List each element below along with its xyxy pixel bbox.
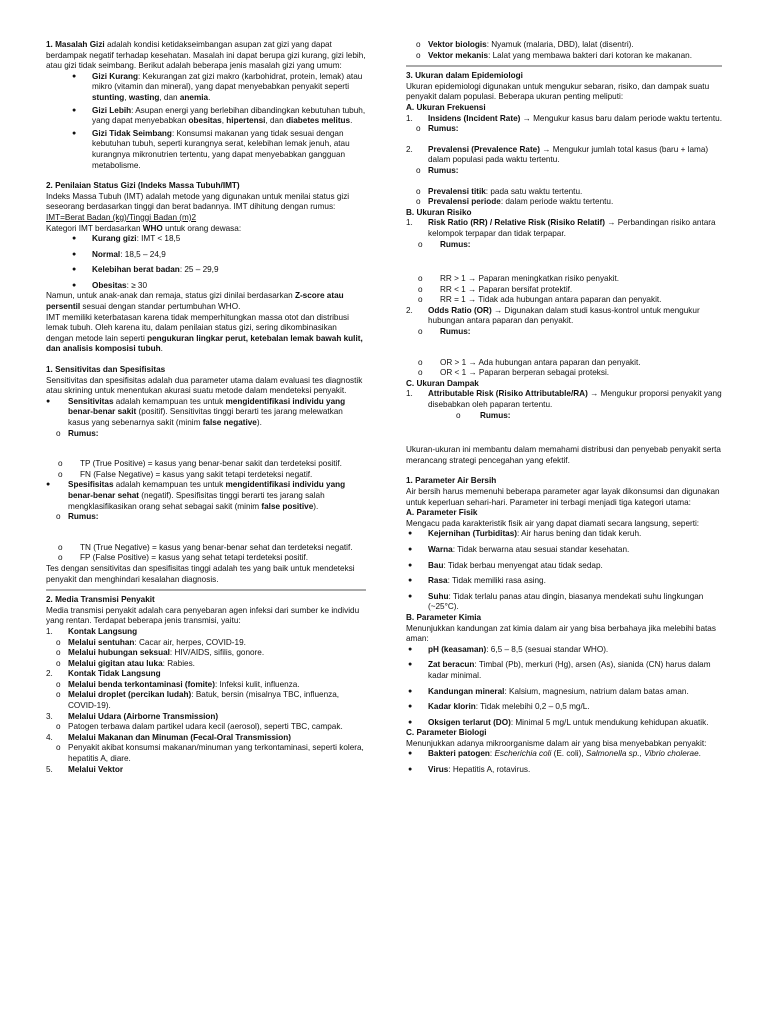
paragraph: Indeks Massa Tubuh (IMT) adalah metode yang digunakan untuk menilai status gizi seseorang berdasarkan tinggi dan berat badannya. IMT dihitung dengan rumus: <box>46 191 350 212</box>
circle-bullet-icon: o <box>418 295 423 305</box>
list-item: o TP (True Positive) = kasus yang benar-benar sakit dan terdeteksi positif. <box>58 459 342 469</box>
list-item: 1. Risk Ratio (RR) / Relative Risk (Risiko Relatif) → Perbandingan risiko antara kelompok terpapar dan tidak terpapar. <box>406 218 716 238</box>
circle-bullet-icon: o <box>416 50 421 60</box>
list-item: o Melalui droplet (percikan ludah): Batuk, bersin (misalnya TBC, influenza, COVID-19). <box>56 690 340 711</box>
paragraph: Menunjukkan kandungan zat kimia dalam air yang bisa berbahaya jika melebihi batas aman: <box>406 623 716 644</box>
circle-bullet-icon: o <box>416 40 421 49</box>
circle-bullet-icon: o <box>418 239 423 249</box>
list-item: o Rumus: <box>416 165 459 175</box>
left-column <box>46 40 366 775</box>
list-item: o Penyakit akibat konsumsi makanan/minuman yang terkontaminasi, seperti kolera, hepatitis A, diare. <box>56 743 364 764</box>
paragraph: Media transmisi penyakit adalah cara penyebaran agen infeksi dari sumber ke individu yang rentan. Terdapat beberapa jenis transmisi, yaitu: <box>46 605 360 626</box>
paragraph: Ukuran epidemiologi digunakan untuk mengukur sebaran, risiko, dan dampak suatu penyakit dalam populasi. Beberapa ukuran penting meliputi: <box>406 81 710 102</box>
list-item: ● Kadar klorin: Tidak melebihi 0,2 – 0,5 mg/L. <box>408 702 590 712</box>
paragraph: Mengacu pada karakteristik fisik air yang dapat diamati secara langsung, seperti: <box>406 518 700 528</box>
list-item: o Melalui sentuhan: Cacar air, herpes, COVID-19. <box>56 637 246 647</box>
list-item: ● Spesifisitas adalah kemampuan tes untuk mengidentifikasi individu yang benar-benar sehat (negatif). Spesifisitas tinggi berarti tes jarang salah mengklasifikasikan orang sehat sebagai sakit (minim false positive). <box>46 480 346 511</box>
circle-bullet-icon: o <box>56 743 61 753</box>
bullet-icon: ● <box>72 281 77 289</box>
subsection-title: A. Parameter Fisik <box>406 508 478 518</box>
bullet-icon: ● <box>408 592 413 600</box>
subsection-title: C. Ukuran Dampak <box>406 378 479 388</box>
bullet-icon: ● <box>72 72 77 80</box>
circle-bullet-icon: o <box>58 553 63 563</box>
circle-bullet-icon: o <box>416 165 421 175</box>
list-item: o Rumus: <box>418 239 471 249</box>
list-item: 1. Attributable Risk (Risiko Attributable/RA) → Mengukur proporsi penyakit yang disebabkan oleh paparan tertentu. <box>406 389 722 410</box>
bullet-icon: ● <box>408 687 413 695</box>
section-title: 1. Parameter Air Bersih <box>406 476 497 486</box>
circle-bullet-icon: o <box>58 542 63 552</box>
paragraph: Air bersih harus memenuhi beberapa parameter agar layak dikonsumsi dan digunakan untuk keperluan sehari-hari. Parameter ini terbagi menjadi tiga kategori utama: <box>406 487 720 507</box>
circle-bullet-icon: o <box>418 284 423 294</box>
list-item: o Rumus: <box>456 410 511 420</box>
list-item: 2. Kontak Tidak Langsung <box>46 669 161 679</box>
paragraph: Kategori IMT berdasarkan WHO untuk orang dewasa: <box>46 223 242 233</box>
bullet-icon: ● <box>72 235 77 243</box>
bullet-icon: ● <box>72 250 77 258</box>
list-item: o Vektor biologis: Nyamuk (malaria, DBD), lalat (disentri). <box>416 40 634 49</box>
bullet-icon: ● <box>408 561 413 569</box>
right-column <box>406 40 722 776</box>
circle-bullet-icon: o <box>416 124 421 134</box>
bullet-icon: ● <box>72 129 77 137</box>
section-title: 1. Masalah Gizi <box>46 40 105 49</box>
list-item: 3. Melalui Udara (Airborne Transmission) <box>46 711 219 721</box>
section-title: 1. Sensitivitas dan Spesifisitas <box>46 365 166 375</box>
circle-bullet-icon: o <box>56 658 61 668</box>
list-item: o RR > 1 → Paparan meningkatkan risiko penyakit. <box>418 274 620 284</box>
circle-bullet-icon: o <box>418 274 423 284</box>
subsection-title: C. Parameter Biologi <box>406 728 487 738</box>
list-item: ● Warna: Tidak berwarna atau sesuai standar kesehatan. <box>408 544 630 554</box>
list-item: ● Bakteri patogen: Escherichia coli (E. coli), Salmonella sp., Vibrio cholerae. <box>408 749 701 759</box>
list-item: o FP (False Positive) = kasus yang sehat tetapi terdeteksi positif. <box>58 553 309 563</box>
list-item: o FN (False Negative) = kasus yang sakit tetapi terdeteksi negatif. <box>58 469 313 479</box>
circle-bullet-icon: o <box>456 410 461 420</box>
list-item: o Prevalensi titik: pada satu waktu tertentu. <box>416 186 583 196</box>
list-item: ● Gizi Tidak Seimbang: Konsumsi makanan yang tidak sesuai dengan kebutuhan tubuh, seperti kurangnya serat, kelebihan lemak jenuh, atau kurangnya mikronutrien tertentu, yang dapat menyebabkan gangguan metabolisme. <box>72 128 350 170</box>
circle-bullet-icon: o <box>56 679 61 689</box>
list-item: o Rumus: <box>56 512 99 522</box>
paragraph: Ukuran-ukuran ini membantu dalam memahami distribusi dan penyebab penyakit serta merancang strategi pencegahan yang efektif. <box>406 445 721 465</box>
list-item: ● Gizi Kurang: Kekurangan zat gizi makro (karbohidrat, protein, lemak) atau mikro (vitamin dan mineral), yang dapat menyebabkan penyakit seperti stunting, wasting, dan anemia. <box>72 71 363 102</box>
list-item: o RR < 1 → Paparan bersifat protektif. <box>418 284 573 294</box>
bullet-icon: ● <box>72 266 77 274</box>
list-item: 4. Melalui Makanan dan Minuman (Fecal-Oral Transmission) <box>46 732 291 742</box>
list-item: ● Gizi Lebih: Asupan energi yang berlebihan dibandingkan kebutuhan tubuh, yang dapat menyebabkan obesitas, hipertensi, dan diabetes melitus. <box>72 105 366 126</box>
paragraph: Namun, untuk anak-anak dan remaja, status gizi dinilai berdasarkan Z-score atau persentil sesuai dengan standar pertumbuhan WHO. <box>46 291 344 312</box>
list-item: ● pH (keasaman): 6,5 – 8,5 (sesuai standar WHO). <box>408 644 609 654</box>
list-item: ● Kandungan mineral: Kalsium, magnesium, natrium dalam batas aman. <box>408 686 689 696</box>
paragraph: Tes dengan sensitivitas dan spesifisitas tinggi adalah tes yang baik untuk mendeteksi penyakit dan menghindari kesalahan diagnosis. <box>46 563 355 584</box>
list-item: o Melalui benda terkontaminasi (fomite): Infeksi kulit, influenza. <box>56 679 300 689</box>
bullet-icon: ● <box>408 545 413 553</box>
circle-bullet-icon: o <box>418 327 423 337</box>
list-item: ● Sensitivitas adalah kemampuan tes untuk mengidentifikasi individu yang benar-benar sakit (positif). Sensitivitas tinggi berarti tes jarang melewatkan kasus yang sebenarnya sakit (minim false negative). <box>46 396 346 427</box>
list-item: ● Rasa: Tidak memiliki rasa asing. <box>408 576 546 586</box>
list-item: o TN (True Negative) = kasus yang benar-benar sehat dan terdeteksi negatif. <box>58 542 353 552</box>
circle-bullet-icon: o <box>56 722 61 732</box>
list-item: o Prevalensi periode: dalam periode waktu tertentu. <box>416 197 614 207</box>
bullet-icon: ● <box>408 703 413 711</box>
list-item: ● Normal: 18,5 – 24,9 <box>72 249 166 259</box>
list-item: o Melalui hubungan seksual: HIV/AIDS, sifilis, gonore. <box>56 648 265 658</box>
bullet-icon: ● <box>72 106 77 114</box>
circle-bullet-icon: o <box>418 357 423 367</box>
bullet-icon: ● <box>46 397 51 405</box>
paragraph: Sensitivitas dan spesifisitas adalah dua parameter utama dalam evaluasi tes diagnostik atau skrining untuk menentukan akurasi suatu metode dalam mendeteksi penyakit. <box>46 375 363 396</box>
bullet-icon: ● <box>46 481 51 489</box>
circle-bullet-icon: o <box>416 197 421 207</box>
imt-formula: IMT=Berat Badan (kg)/Tinggi Badan (m)2 <box>46 212 197 222</box>
bullet-icon: ● <box>408 766 413 774</box>
section-divider <box>46 589 366 591</box>
section-title: 2. Penilaian Status Gizi (Indeks Massa Tubuh/IMT) <box>46 181 240 191</box>
bullet-icon: ● <box>408 645 413 653</box>
list-item: o OR > 1 → Ada hubungan antara paparan dan penyakit. <box>418 357 641 367</box>
section-masalah-gizi-intro: 1. Masalah Gizi adalah kondisi ketidakseimbangan asupan zat gizi yang dapat berdampak negatif terhadap kesehatan. Masalah ini dapat berupa gizi kurang, gizi lebih, atau gizi tidak seimbang. Berikut adalah beberapa jenis masalah gizi yang umum: <box>46 40 366 71</box>
list-item: ● Virus: Hepatitis A, rotavirus. <box>408 765 531 775</box>
list-item: 1. Insidens (Incident Rate) → Mengukur kasus baru dalam periode waktu tertentu. <box>406 113 722 123</box>
bullet-icon: ● <box>408 750 413 758</box>
list-item: o Rumus: <box>416 124 459 134</box>
section-divider <box>406 65 722 67</box>
subsection-title: B. Ukuran Risiko <box>406 207 472 217</box>
section-title: 3. Ukuran dalam Epidemiologi <box>406 71 523 81</box>
list-item: 2. Odds Ratio (OR) → Digunakan dalam studi kasus-kontrol untuk mengukur hubungan antara paparan dan penyakit. <box>406 305 700 326</box>
bullet-icon: ● <box>408 577 413 585</box>
circle-bullet-icon: o <box>418 368 423 378</box>
list-item: ● Suhu: Tidak terlalu panas atau dingin, biasanya mendekati suhu lingkungan (~25°C). <box>408 591 704 612</box>
circle-bullet-icon: o <box>56 637 61 647</box>
circle-bullet-icon: o <box>416 186 421 196</box>
paragraph: IMT memiliki keterbatasan karena tidak memperhitungkan massa otot dan distribusi lemak tubuh. Oleh karena itu, dalam penilaian status gizi, sering dikombinasikan dengan metode lain seperti pengukuran lingkar perut, ketebalan lemak bawah kulit, dan analisis komposisi tubuh. <box>46 312 363 354</box>
list-item: ● Kurang gizi: IMT < 18,5 <box>72 234 181 244</box>
circle-bullet-icon: o <box>56 648 61 658</box>
list-item: 5. Melalui Vektor <box>46 764 124 774</box>
list-item: ● Oksigen terlarut (DO): Minimal 5 mg/L untuk mendukung kehidupan akuatik. <box>408 717 709 727</box>
list-item: o Rumus: <box>56 428 99 438</box>
circle-bullet-icon: o <box>56 428 61 438</box>
paragraph: Menunjukkan adanya mikroorganisme dalam air yang bisa menyebabkan penyakit: <box>406 738 707 748</box>
list-item: 1. Kontak Langsung <box>46 626 138 636</box>
list-item: ● Kelebihan berat badan: 25 – 29,9 <box>72 265 219 275</box>
circle-bullet-icon: o <box>58 469 63 479</box>
section-title: 2. Media Transmisi Penyakit <box>46 595 155 605</box>
circle-bullet-icon: o <box>56 512 61 522</box>
bullet-icon: ● <box>408 530 413 538</box>
list-item: o Rumus: <box>418 327 471 337</box>
circle-bullet-icon: o <box>58 459 63 469</box>
list-item: o OR < 1 → Paparan berperan sebagai proteksi. <box>418 368 610 378</box>
bullet-icon: ● <box>408 718 413 726</box>
bullet-icon: ● <box>408 661 413 669</box>
list-item: ● Kejernihan (Turbiditas): Air harus bening dan tidak keruh. <box>408 529 642 539</box>
list-item: o Patogen terbawa dalam partikel udara kecil (aerosol), seperti TBC, campak. <box>56 722 343 732</box>
list-item: ● Obesitas: ≥ 30 <box>72 280 148 290</box>
circle-bullet-icon: o <box>56 690 61 700</box>
list-item: 2. Prevalensi (Prevalence Rate) → Mengukur jumlah total kasus (baru + lama) dalam populasi pada waktu tertentu. <box>406 144 709 165</box>
subsection-title: B. Parameter Kimia <box>406 612 482 622</box>
list-item: ● Zat beracun: Timbal (Pb), merkuri (Hg), arsen (As), sianida (CN) harus dalam kadar minimal. <box>408 660 711 680</box>
subsection-title: A. Ukuran Frekuensi <box>406 102 486 112</box>
list-item: o Vektor mekanis: Lalat yang membawa bakteri dari kotoran ke makanan. <box>416 50 692 60</box>
list-item: ● Bau: Tidak berbau menyengat atau tidak sedap. <box>408 560 603 570</box>
list-item: o Melalui gigitan atau luka: Rabies. <box>56 658 195 668</box>
list-item: o RR = 1 → Tidak ada hubungan antara paparan dan penyakit. <box>418 295 662 305</box>
